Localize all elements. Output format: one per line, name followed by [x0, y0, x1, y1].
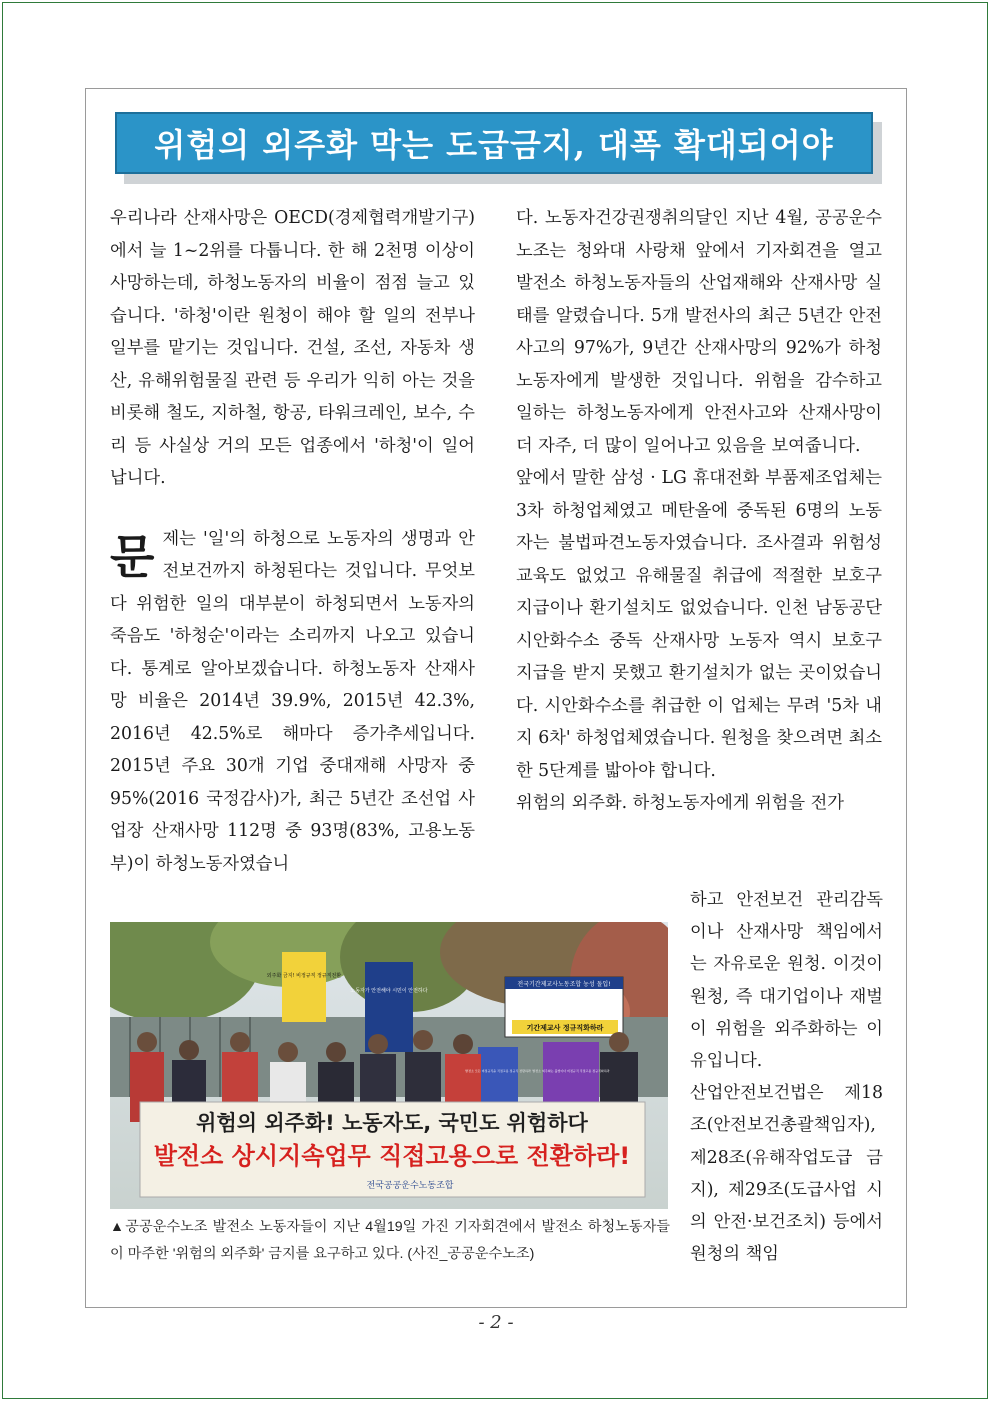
title-box: [115, 112, 873, 174]
right-paragraph-4: 산업안전보건법은 제18조(안전보건총괄책임자), 제28조(유해작업도급 금지), 제29조(도급사업 시의 안전·보건조치) 등에서 원청의 책임: [690, 1083, 883, 1265]
sign-left-text: 외주화 금지! 비정규직 정규직전환: [266, 973, 342, 979]
right-paragraph-2: 앞에서 말한 삼성 · LG 휴대전화 부품제조업체는 3차 하청업체였고 메탄올에 중독된 6명의 노동자는 불법파견노동자였습니다. 조사결과 위험성 교육도 없었고 유해물질 취급에 적절한 보호구 지급이나 환기설치도 없었습니다. 인천 남동공단 시안화수소 중독 산재사망 노동자 역시 보호구 지급을 받지 못했고 환기설치가 없는 곳이었습니다. 시안화수소를 취급한 이 업체는 무려 '5차 내지 6차' 하청업체였습니다. 원청을 찾으려면 최소한 5단계를 밟아야 합니다.: [516, 468, 882, 781]
banner-line-2: 발전소 상시지속업무 직접고용으로 전환하라!: [153, 1142, 631, 1170]
banner-org: 전국공공운수노동조합: [366, 1181, 454, 1191]
press-conference-photo: [110, 922, 668, 1209]
page-number: - 2 -: [478, 1312, 514, 1333]
sign-right-mid-text: 기간제교사 정규직화하라: [526, 1024, 604, 1032]
right-column: [516, 202, 882, 820]
page-title: 위험의 외주화 막는 도급금지, 대폭 확대되어야: [154, 126, 834, 164]
sign-small-1-text: 발전소 모든 비정규직을 직접고용 정규직 전환하라: [465, 1069, 531, 1073]
drop-cap: 문: [110, 529, 155, 584]
left-paragraph-2-text: 제는 '일'의 하청으로 노동자의 생명과 안전보건까지 하청된다는 것입니다. 무엇보다 위험한 일의 대부분이 하청되면서 노동자의 죽음도 '하청순'이라는 소리까지 나오고 있습니다. 통계로 알아보겠습니다. 하청노동자 산재사망 비율은 2014년 39.9%, 2015년 42.3%, 2016년 42.5%로 해마다 증가추세입니다. 2015년 주요 30개 기업 중대재해 사망자 중 95%(2016 국정감사)가, 최근 5년간 조선업 사업장 산재사망 112명 중 93명(83%, 고용노동부)이 하청노동자였습니: [110, 528, 475, 874]
sign-small-2-text: 발전소 외주화는 불법이다 비정규직 직접고용 정규직화하라: [532, 1069, 610, 1073]
sign-right-header-text: 전국기간제교사노동조합 농성 돌입!: [517, 981, 611, 988]
left-paragraph-1: 우리나라 산재사망은 OECD(경제협력개발기구)에서 늘 1~2위를 다툽니다. 한 해 2천명 이상이 사망하는데, 하청노동자의 비율이 점점 늘고 있습니다. '하청'이란 원청이 해야 할 일의 전부나 일부를 맡기는 것입니다. 건설, 조선, 자동차 생산, 유해위험물질 관련 등 우리가 익히 아는 것을 비롯해 철도, 지하철, 항공, 타워크레인, 보수, 수리 등 사실상 거의 모든 업종에서 '하청'이 일어납니다.: [110, 208, 475, 488]
photo-caption: ▲공공운수노조 발전소 노동자들이 지난 4월19일 가진 기자회견에서 발전소 하청노동자들이 마주한 '위험의 외주화' 금지를 요구하고 있다. (사진_공공운수노조): [110, 1219, 670, 1262]
left-paragraph-2: [110, 523, 475, 881]
banner-line-1: 위험의 외주화! 노동자도, 국민도 위험하다: [196, 1111, 588, 1135]
right-paragraph-3-head: 위험의 외주화. 하청노동자에게 위험을 전가: [516, 793, 844, 813]
right-paragraph-3-rest: 하고 안전보건 관리감독이나 산재사망 책임에서는 자유로운 원청. 이것이 원청, 즉 대기업이나 재벌이 위험을 외주화하는 이유입니다.: [690, 890, 883, 1072]
right-paragraph-1: 다. 노동자건강권쟁취의달인 지난 4월, 공공운수노조는 청와대 사랑채 앞에서 기자회견을 열고 발전소 하청노동자들의 산업재해와 산재사망 실태를 알렸습니다. 5개 발전사의 최근 5년간 안전사고의 97%가, 9년간 산재사망의 92%가 하청노동자에게 발생한 것입니다. 위험을 감수하고 일하는 하청노동자에게 안전사고와 산재사망이 더 자주, 더 많이 일어나고 있음을 보여줍니다.: [516, 208, 882, 456]
sign-mid-text: 노동자가 안전해야 시민이 안전하다: [350, 988, 428, 994]
narrow-column: [690, 884, 883, 1270]
left-column: [110, 202, 475, 880]
